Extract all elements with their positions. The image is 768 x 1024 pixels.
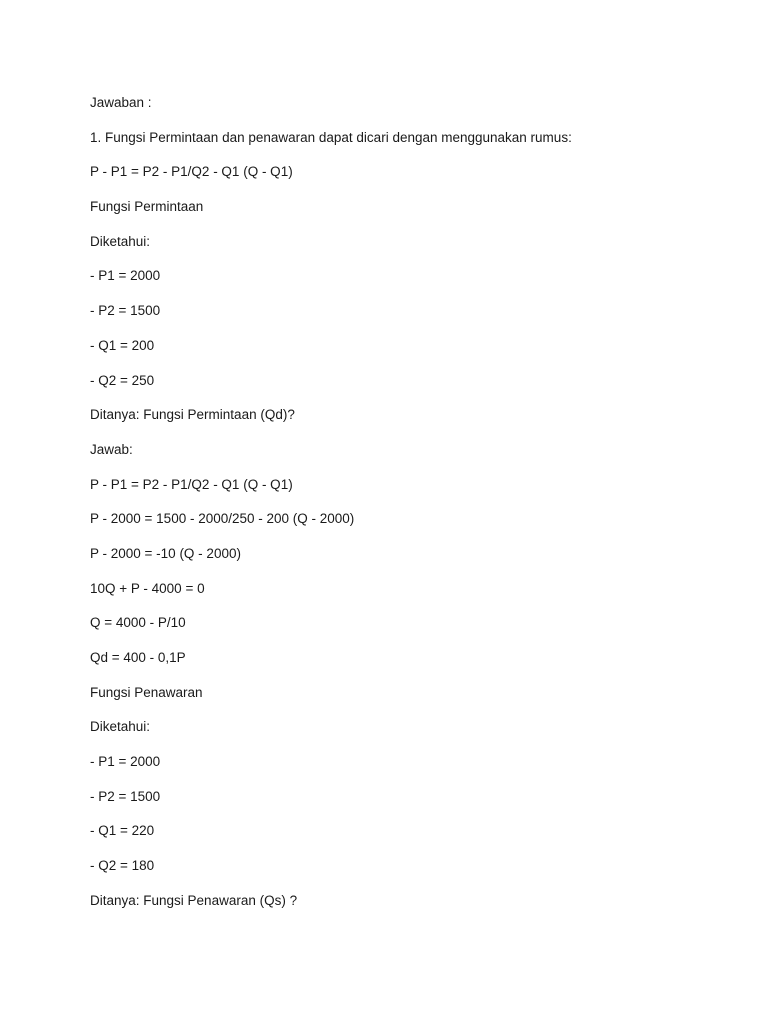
formula-line: P - P1 = P2 - P1/Q2 - Q1 (Q - Q1) [90,164,293,180]
demand-section-title: Fungsi Permintaan [90,199,204,215]
demand-known-p2: - P2 = 1500 [90,303,161,319]
demand-step-rearrange: 10Q + P - 4000 = 0 [90,580,205,596]
supply-known-q1: - Q1 = 220 [90,823,155,839]
demand-step-solve: Q = 4000 - P/10 [90,615,186,631]
demand-step-substitute: P - 2000 = 1500 - 2000/250 - 200 (Q - 2000) [90,511,355,527]
demand-question: Ditanya: Fungsi Permintaan (Qd)? [90,407,295,423]
demand-step-simplify: P - 2000 = -10 (Q - 2000) [90,545,241,561]
supply-known-label: Diketahui: [90,719,151,735]
document-body [90,94,690,927]
demand-result: Qd = 400 - 0,1P [90,650,186,665]
supply-section-title: Fungsi Penawaran [90,684,203,700]
supply-known-p1: - P1 = 2000 [90,754,161,770]
demand-known-q2: - Q2 = 250 [90,372,155,388]
supply-known-p2: - P2 = 1500 [90,788,161,804]
demand-known-label: Diketahui: [90,233,151,249]
demand-known-q1: - Q1 = 200 [90,337,155,353]
supply-known-q2: - Q2 = 180 [90,858,155,874]
demand-step-formula: P - P1 = P2 - P1/Q2 - Q1 (Q - Q1) [90,476,293,492]
supply-question: Ditanya: Fungsi Penawaran (Qs) ? [90,892,298,908]
demand-answer-label: Jawab: [90,441,133,457]
question-1-intro: 1. Fungsi Permintaan dan penawaran dapat dicari dengan menggunakan rumus: [90,129,572,145]
answer-heading: Jawaban : [90,95,152,110]
demand-known-p1: - P1 = 2000 [90,268,161,284]
